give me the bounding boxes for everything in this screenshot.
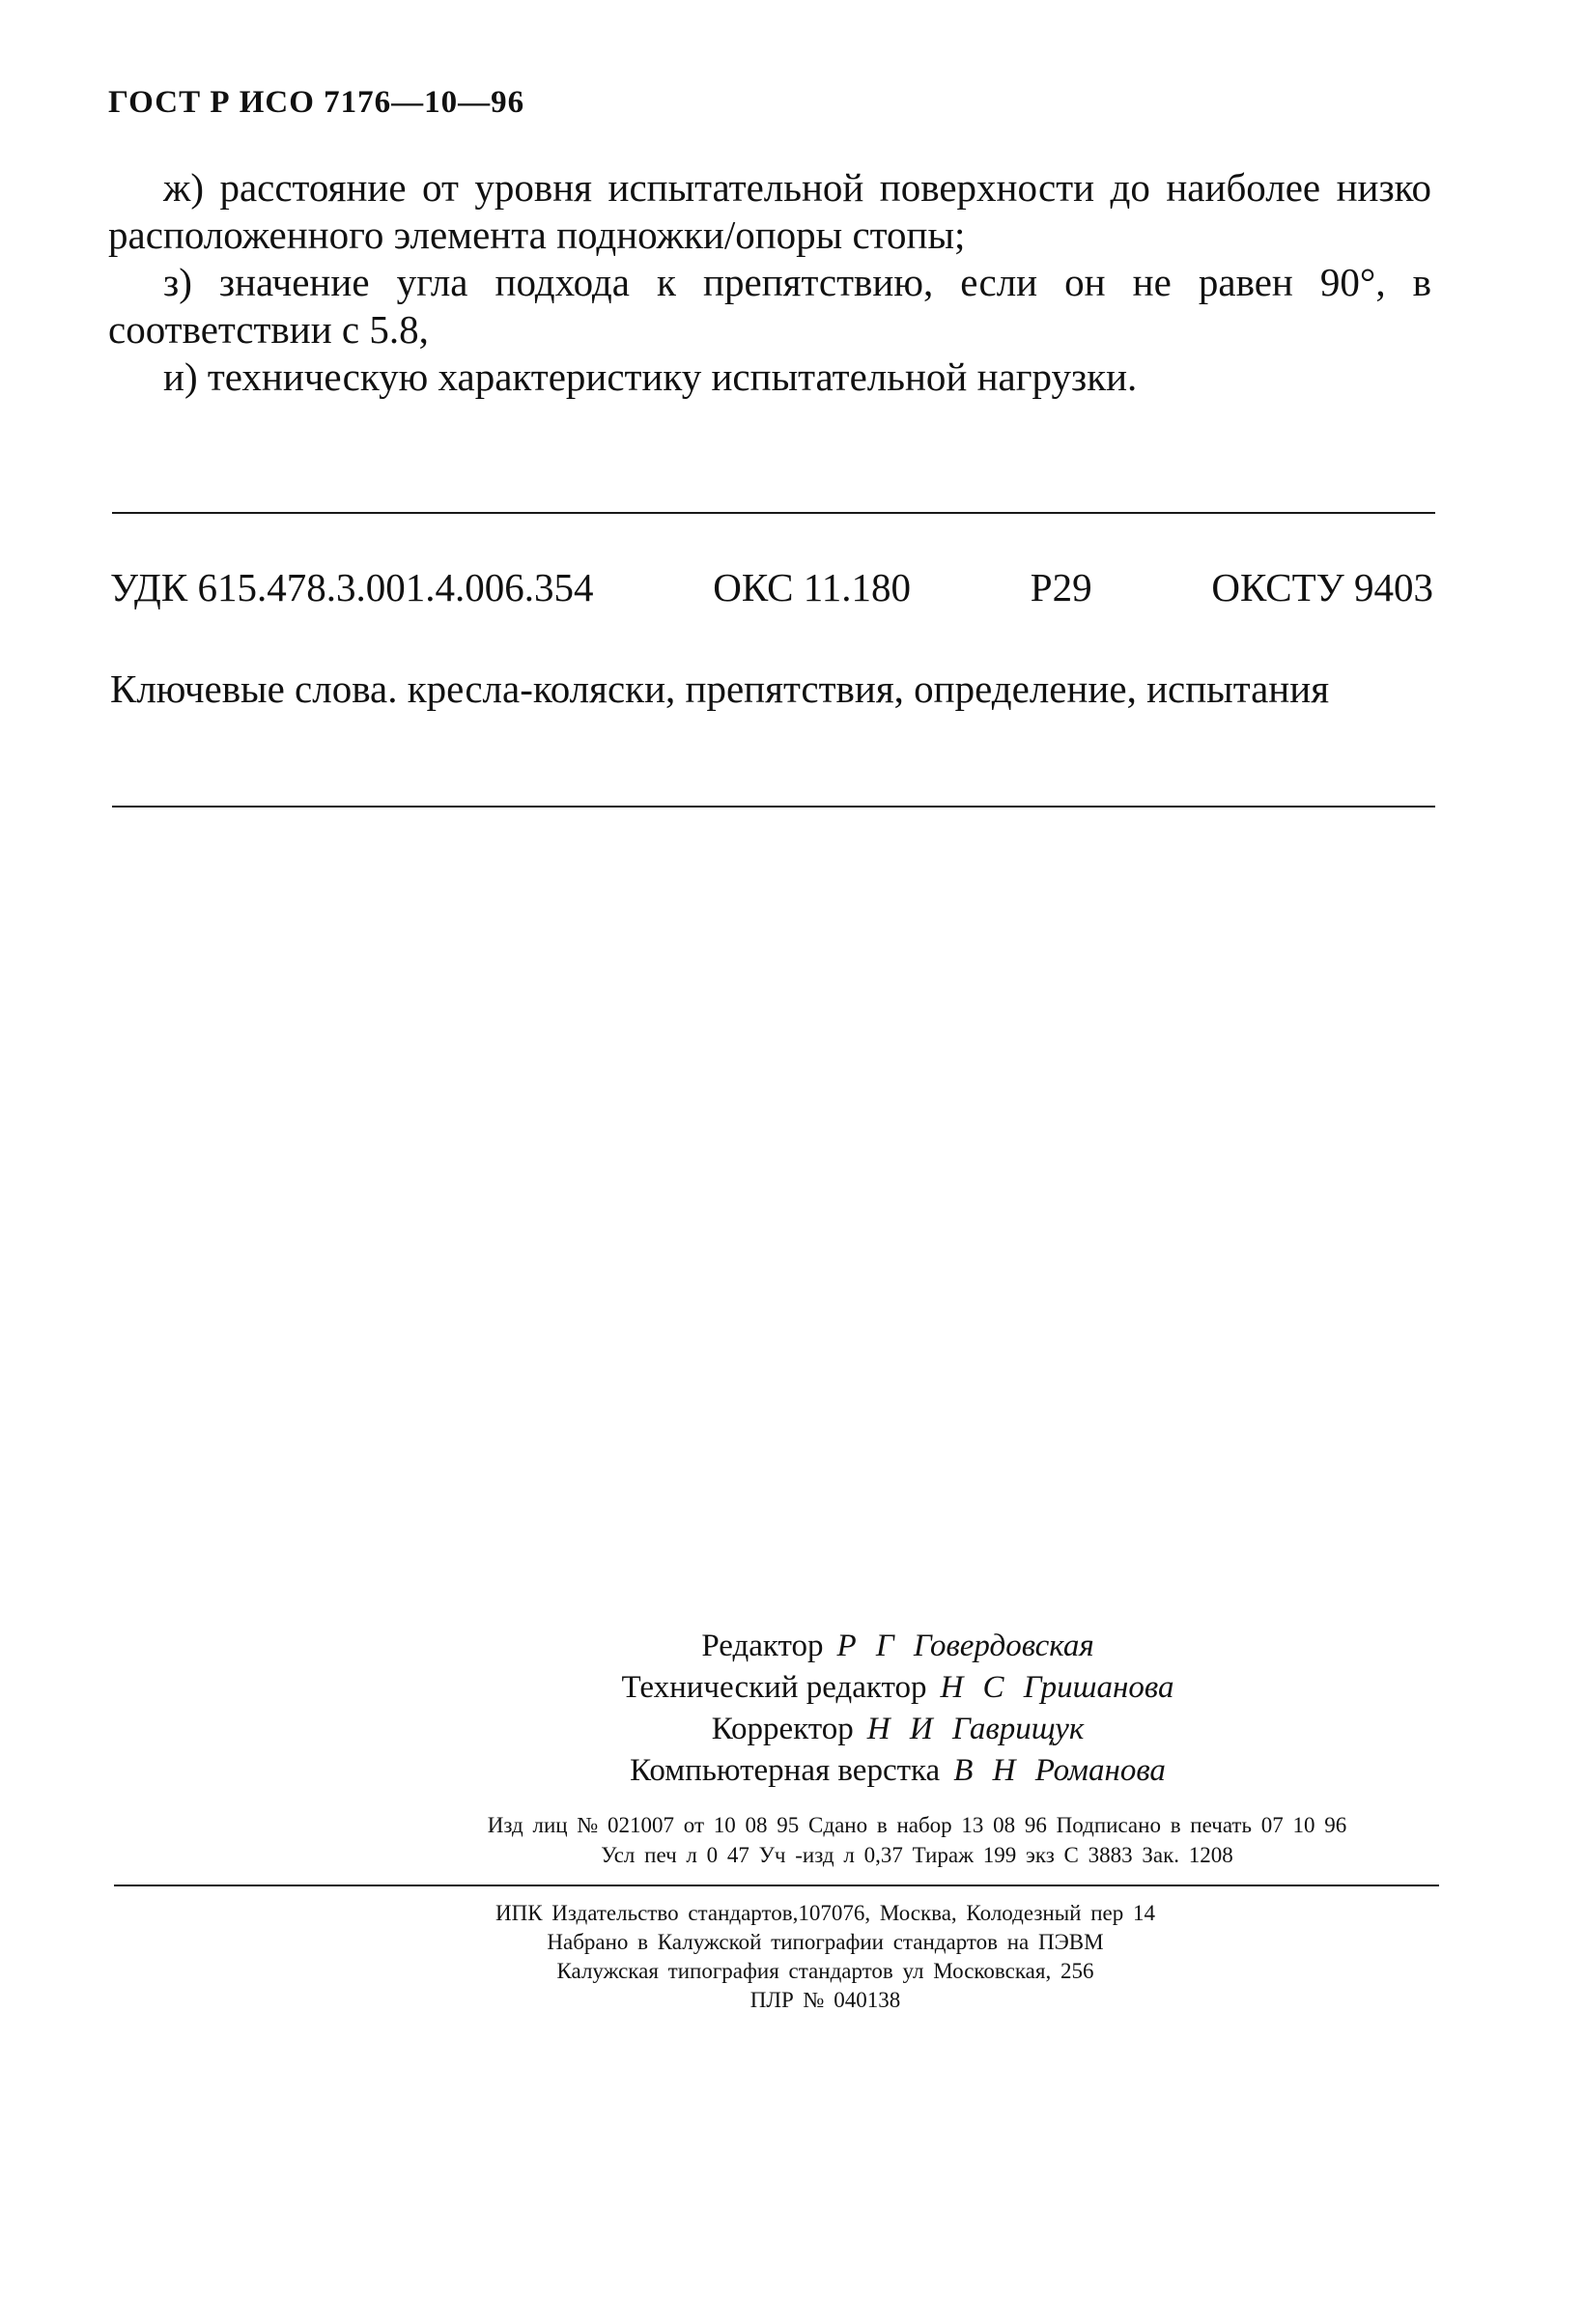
classification-codes bbox=[110, 564, 1433, 610]
publication-imprint bbox=[0, 1810, 1583, 1870]
credit-role: Технический редактор bbox=[621, 1670, 927, 1705]
divider bbox=[112, 512, 1435, 514]
credit-proofreader bbox=[0, 1709, 1583, 1750]
divider bbox=[114, 1885, 1439, 1886]
credit-technical-editor bbox=[0, 1667, 1583, 1709]
keywords: Ключевые слова. кресла-коляски, препятствия, определение, испытания bbox=[110, 666, 1330, 711]
printer-line: ИПК Издательство стандартов,107076, Москва, Колодезный пер 14 bbox=[495, 1901, 1156, 1925]
udk-code: УДК 615.478.3.001.4.006.354 bbox=[110, 565, 594, 609]
oks-code: ОКС 11.180 bbox=[713, 565, 911, 609]
body-text bbox=[108, 164, 1431, 401]
credit-role: Компьютерная верстка bbox=[630, 1753, 941, 1788]
imprint-line: Усл печ л 0 47 Уч -изд л 0,37 Тираж 199 экз С 3883 Зак. 1208 bbox=[601, 1843, 1233, 1867]
printer-line: Калужская типография стандартов ул Московская, 256 bbox=[556, 1959, 1094, 1983]
okstu-code: ОКСТУ 9403 bbox=[1211, 565, 1433, 609]
credit-role: Корректор bbox=[711, 1712, 854, 1746]
credit-person: Н С Гришанова bbox=[940, 1670, 1174, 1705]
credit-editor bbox=[0, 1626, 1583, 1667]
group-code: Р29 bbox=[1030, 565, 1092, 609]
credit-layout bbox=[0, 1750, 1583, 1792]
printer-info bbox=[0, 1899, 1583, 2015]
credit-person: Р Г Говердовская bbox=[836, 1629, 1094, 1663]
list-item-zh: ж) расстояние от уровня испытательной поверхности до наиболее низко расположенного элемента подножки/опоры стопы; bbox=[108, 165, 1431, 257]
printer-line: ПЛР № 040138 bbox=[749, 1988, 901, 2012]
credit-role: Редактор bbox=[701, 1629, 824, 1663]
divider bbox=[112, 806, 1435, 808]
list-item-z: з) значение угла подхода к препятствию, если он не равен 90°, в соответствии с 5.8, bbox=[108, 260, 1431, 352]
credits bbox=[0, 1626, 1583, 1792]
credit-person: Н И Гаврищук bbox=[866, 1712, 1085, 1746]
imprint-line: Изд лиц № 021007 от 10 08 95 Сдано в набор 13 08 96 Подписано в печать 07 10 96 bbox=[487, 1813, 1347, 1837]
printer-line: Набрано в Калужской типографии стандартов на ПЭВМ bbox=[547, 1930, 1104, 1954]
credit-person: В Н Романова bbox=[953, 1753, 1166, 1788]
list-item-i: и) техническую характеристику испытательной нагрузки. bbox=[163, 354, 1138, 399]
document-header: ГОСТ Р ИСО 7176—10—96 bbox=[108, 85, 525, 120]
